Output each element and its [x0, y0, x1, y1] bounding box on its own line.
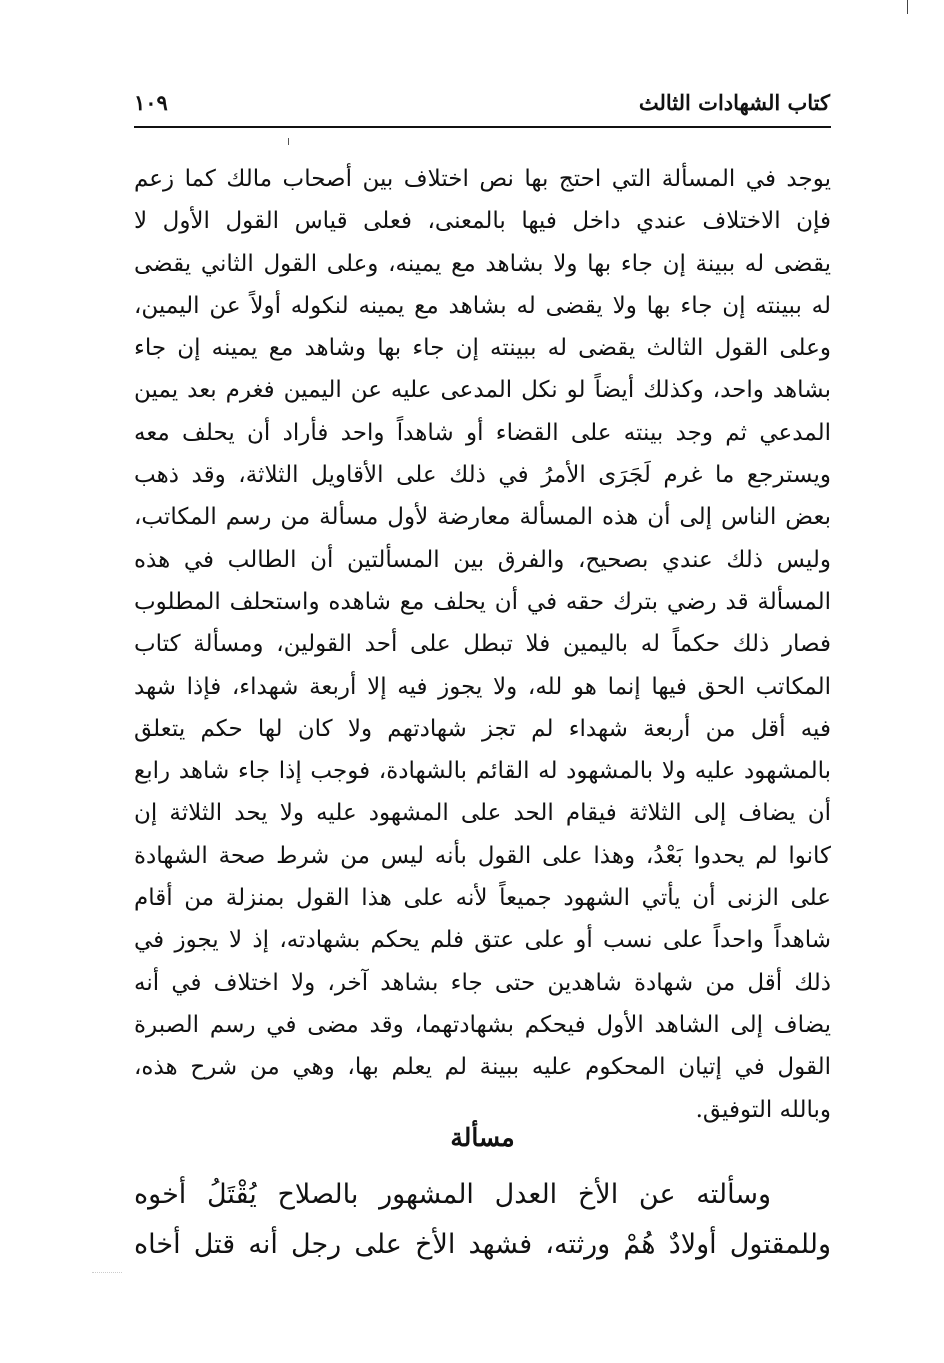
body-line: يقضى له ببينة إن جاء بها ولا بشاهد مع يمينه، وعلى القول الثاني يقضى [134, 250, 831, 277]
body-line: ويسترجع ما غرم لَجَرَى الأمرُ في ذلك على الأقاويل الثلاثة، وقد ذهب [134, 462, 831, 489]
body-line: فصار ذلك حكماً له باليمين فلا تبطل على أحد القولين، ومسألة كتاب [134, 631, 831, 658]
section-line: وللمقتول أولادٌ هُمْ ورثته، فشهد الأخ على رجل أنه قتل أخاه [134, 1229, 831, 1260]
body-line: وعلى القول الثالث يقضى له ببينته إن جاء بها وشاهد مع يمينه إن جاء [134, 335, 831, 362]
body-line-last: وبالله التوفيق. [695, 1096, 831, 1123]
body-line: ذلك أقل من شهادة شاهدين حتى جاء بشاهد آخر، ولا اختلاف في أنه [134, 969, 831, 996]
decorative-mark [288, 138, 289, 145]
section-line: وسألته عن الأخ العدل المشهور بالصلاح يُقْتَلُ أخوه [134, 1179, 771, 1210]
body-line: بالمشهود عليه ولا بالمشهود له القائم بالشهادة، فوجب إذا جاء شاهد رابع [134, 758, 831, 785]
page-number: ١٠٩ [134, 90, 168, 115]
body-line: المسألة قد رضي بترك حقه في أن يحلف مع شاهده واستحلف المطلوب [134, 588, 831, 615]
header-rule [134, 126, 831, 128]
body-line: أن يضاف إلى الثلاثة فيقام الحد على المشهود عليه ولا يحد الثلاثة إن [134, 800, 831, 827]
scan-artifact [92, 1272, 122, 1275]
body-line: القول في إتيان المحكوم عليه ببينة لم يعلم بها، وهي من شرح هذه، [134, 1054, 831, 1081]
body-line: يضاف إلى الشاهد الأول فيحكم بشهادتهما، وقد مضى في رسم الصبرة [134, 1011, 831, 1038]
section-title: مسألة [450, 1123, 515, 1152]
body-line: كانوا لم يحدوا بَعْدُ، وهذا على القول بأنه ليس من شرط صحة الشهادة [134, 842, 831, 869]
body-line: المدعي ثم وجد بينته على القضاء أو شاهداً واحد فأراد أن يحلف معه [134, 419, 831, 446]
running-header [134, 88, 830, 128]
header-title: كتاب الشهادات الثالث [638, 90, 830, 115]
page-edge-mark [907, 0, 908, 14]
body-paragraph [134, 158, 831, 1131]
section-paragraph [134, 1170, 831, 1270]
body-line: المكاتب الحق فيها إنما هو لله، ولا يجوز فيه إلا أربعة شهداء، فإذا شهد [134, 673, 831, 700]
body-line: شاهداً واحداً على نسب أو على عتق فلم يحكم بشهادته، إذ لا يجوز في [134, 927, 831, 954]
body-line: وليس ذلك عندي بصحيح، والفرق بين المسألتين أن الطالب في هذه [134, 546, 831, 573]
body-line: فإن الاختلاف عندي داخل فيها بالمعنى، فعلى قياس القول الأول لا [134, 208, 831, 235]
body-line: على الزنى أن يأتي الشهود جميعاً لأنه على هذا القول بمنزلة من أقام [134, 885, 831, 912]
body-line: بعض الناس إلى أن هذه المسألة معارضة لأول مسألة من رسم المكاتب، [134, 504, 831, 531]
body-line: يوجد في المسألة التي احتج بها نص اختلاف بين أصحاب مالك كما زعم [134, 166, 831, 192]
body-line: بشاهد واحد، وكذلك أيضاً لو نكل المدعى عليه عن اليمين فغرم بعد يمين [134, 377, 831, 404]
body-line: له ببينته إن جاء بها ولا يقضى له بشاهد مع يمينه لنكوله أولاً عن اليمين، [134, 292, 831, 319]
body-line: فيه أقل من أربعة شهداء لم تجز شهادتهم ولا كان لها حكم يتعلق [134, 715, 831, 742]
